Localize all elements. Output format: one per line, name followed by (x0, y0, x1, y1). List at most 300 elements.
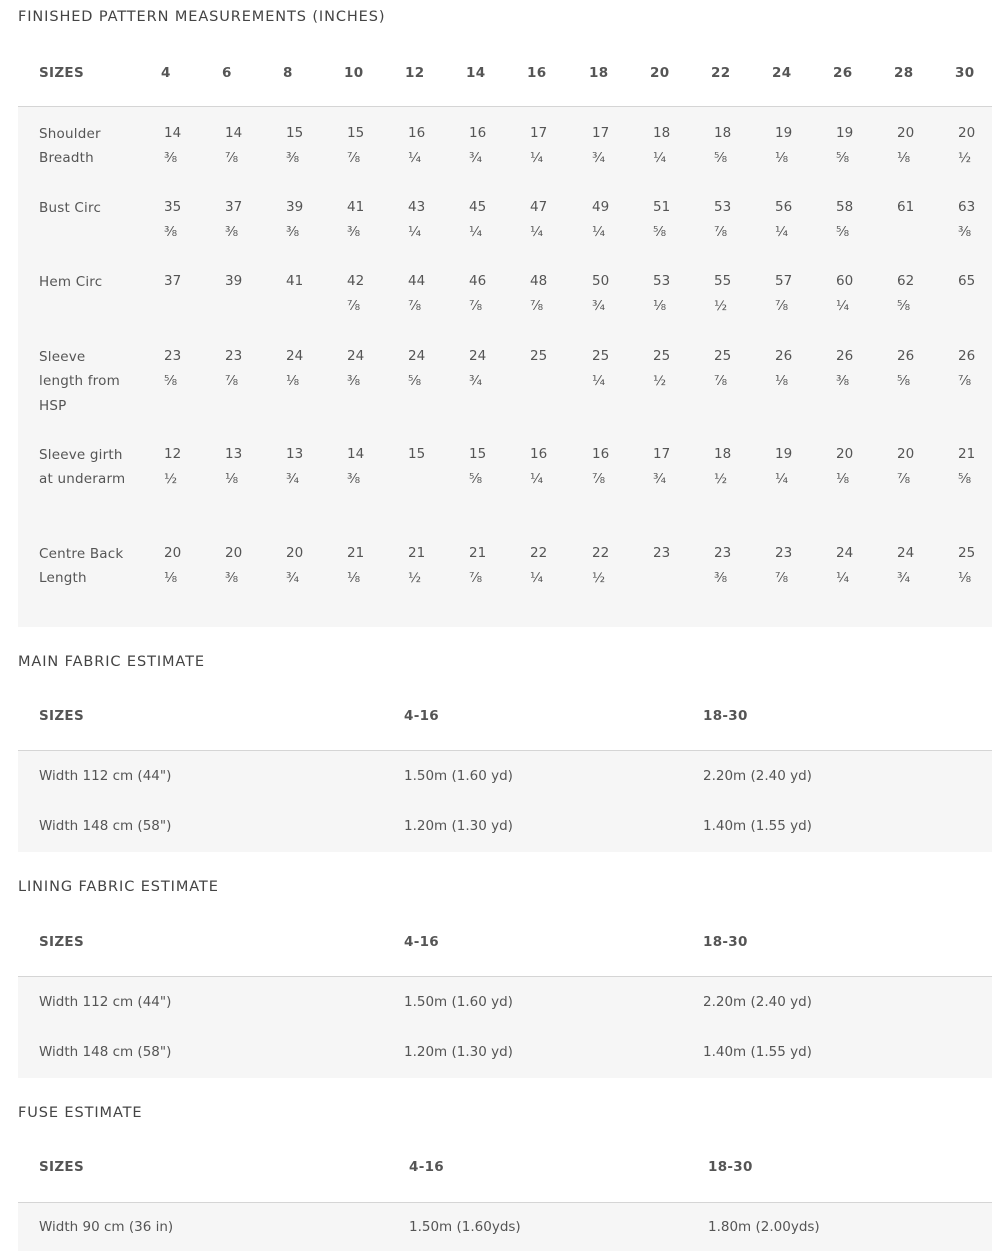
measurement-whole: 20 (897, 446, 915, 462)
measurement-cell (164, 541, 181, 591)
measurement-fraction: ⅜ (225, 570, 239, 586)
measurement-cell (530, 541, 547, 591)
size-header-10: 10 (344, 65, 364, 81)
measurement-cell (958, 541, 975, 591)
measurement-whole: 47 (530, 199, 548, 215)
measurement-fraction: ⅛ (653, 298, 667, 314)
measurement-fraction: ⅜ (347, 224, 361, 240)
fabric-width-label: Width 112 cm (44") (39, 768, 172, 784)
measurement-cell (408, 541, 425, 591)
measurement-whole: 26 (897, 348, 915, 364)
measurement-cell (347, 344, 364, 394)
measurement-whole: 24 (286, 348, 304, 364)
measurement-whole: 55 (714, 273, 732, 289)
measurement-whole: 25 (958, 545, 976, 561)
fabric-width-label: Width 148 cm (58") (39, 1044, 172, 1060)
fabric-width-label: Width 112 cm (44") (39, 994, 172, 1010)
measurement-cell (775, 195, 792, 245)
measurement-fraction: ¼ (408, 224, 422, 240)
measurements-table-body (18, 107, 992, 627)
measurement-whole: 44 (408, 273, 426, 289)
fuse-range-large-header: 18-30 (708, 1159, 753, 1175)
fuse-title: FUSE ESTIMATE (18, 1105, 143, 1121)
measurement-whole: 14 (164, 125, 182, 141)
measurement-fraction: ¾ (592, 150, 606, 166)
measurement-cell (408, 121, 425, 171)
measurement-fraction: ½ (958, 150, 972, 166)
measurement-whole: 25 (714, 348, 732, 364)
measurement-whole: 15 (347, 125, 365, 141)
measurement-whole: 26 (958, 348, 976, 364)
measurement-fraction: ⅝ (714, 150, 728, 166)
measurement-label: Sleeve length from HSP (39, 349, 120, 414)
measurement-whole: 24 (897, 545, 915, 561)
measurement-fraction: ¼ (775, 471, 789, 487)
measurement-whole: 14 (347, 446, 365, 462)
measurement-cell (714, 121, 731, 171)
measurement-fraction: ⅛ (775, 150, 789, 166)
measurement-whole: 19 (836, 125, 854, 141)
measurement-cell (714, 269, 731, 319)
measurement-fraction: ⅝ (469, 471, 483, 487)
measurement-cell (469, 269, 486, 319)
lining-fabric-title: LINING FABRIC ESTIMATE (18, 879, 219, 895)
measurement-fraction: ⅞ (714, 373, 728, 389)
measurement-fraction: ⅞ (775, 298, 789, 314)
fuse-sizes-header: SIZES (39, 1159, 84, 1175)
measurement-cell (347, 269, 364, 319)
fabric-width-label: Width 90 cm (36 in) (39, 1219, 174, 1235)
measurement-fraction: ⅞ (225, 150, 239, 166)
measurement-label: Hem Circ (39, 274, 103, 290)
measurement-fraction: ⅝ (958, 471, 972, 487)
fabric-amount-small: 1.50m (1.60yds) (409, 1219, 521, 1235)
measurement-whole: 51 (653, 199, 671, 215)
measurement-cell (836, 344, 853, 394)
measurement-cell (469, 195, 486, 245)
measurement-fraction: ⅜ (347, 373, 361, 389)
measurement-whole: 16 (469, 125, 487, 141)
measurement-cell (469, 121, 486, 171)
measurement-fraction: ¾ (286, 570, 300, 586)
measurement-whole: 53 (653, 273, 671, 289)
measurement-whole: 24 (469, 348, 487, 364)
measurement-cell (469, 442, 486, 492)
measurement-whole: 26 (836, 348, 854, 364)
measurement-cell (408, 442, 425, 467)
measurement-whole: 60 (836, 273, 854, 289)
measurement-label: Shoulder Breadth (39, 126, 101, 167)
measurement-whole: 17 (530, 125, 548, 141)
measurement-whole: 19 (775, 446, 793, 462)
lining-fabric-table-body (18, 977, 992, 1078)
lining-fabric-range-large-header: 18-30 (703, 934, 748, 950)
measurement-fraction: ¼ (530, 224, 544, 240)
measurement-cell (775, 442, 792, 492)
measurement-cell (653, 442, 670, 492)
fabric-amount-small: 1.50m (1.60 yd) (404, 768, 513, 784)
main-fabric-table-body (18, 751, 992, 852)
measurement-fraction: ⅜ (286, 150, 300, 166)
measurement-fraction: ¾ (469, 150, 483, 166)
measurement-cell (286, 344, 303, 394)
measurement-whole: 21 (347, 545, 365, 561)
measurement-whole: 21 (408, 545, 426, 561)
measurement-fraction: ⅛ (836, 471, 850, 487)
measurement-cell (836, 269, 853, 319)
measurement-cell (469, 344, 486, 394)
measurement-label: Sleeve girth at underarm (39, 447, 126, 488)
measurement-cell (592, 195, 609, 245)
measurement-whole: 23 (775, 545, 793, 561)
measurement-whole: 48 (530, 273, 548, 289)
fabric-amount-large: 1.40m (1.55 yd) (703, 1044, 812, 1060)
main-fabric-header-row (18, 685, 992, 751)
measurement-fraction: ¾ (897, 570, 911, 586)
size-header-14: 14 (466, 65, 486, 81)
measurement-cell (286, 121, 303, 171)
measurement-whole: 14 (225, 125, 243, 141)
measurement-fraction: ⅛ (347, 570, 361, 586)
measurement-fraction: ¼ (530, 150, 544, 166)
measurement-whole: 18 (714, 125, 732, 141)
measurement-fraction: ⅞ (347, 298, 361, 314)
measurement-fraction: ⅛ (958, 570, 972, 586)
measurement-whole: 53 (714, 199, 732, 215)
measurement-cell (530, 195, 547, 245)
measurement-cell (347, 541, 364, 591)
measurement-whole: 22 (530, 545, 548, 561)
fuse-header-row (18, 1136, 992, 1203)
measurement-fraction: ⅝ (836, 224, 850, 240)
measurement-cell (897, 541, 914, 591)
measurement-cell (530, 269, 547, 319)
fabric-amount-small: 1.20m (1.30 yd) (404, 1044, 513, 1060)
measurement-whole: 26 (775, 348, 793, 364)
measurement-cell (225, 269, 242, 294)
main-fabric-sizes-header: SIZES (39, 708, 84, 724)
measurement-cell (897, 442, 914, 492)
fabric-amount-large: 2.20m (2.40 yd) (703, 768, 812, 784)
measurement-cell (408, 195, 425, 245)
size-header-16: 16 (527, 65, 547, 81)
measurement-whole: 12 (164, 446, 182, 462)
measurement-cell (714, 195, 731, 245)
measurement-fraction: ⅝ (897, 373, 911, 389)
measurement-fraction: ⅞ (225, 373, 239, 389)
measurement-whole: 19 (775, 125, 793, 141)
measurement-fraction: ¾ (653, 471, 667, 487)
measurement-whole: 25 (530, 348, 548, 364)
measurement-cell (347, 442, 364, 492)
measurement-cell (164, 195, 181, 245)
measurement-fraction: ⅜ (225, 224, 239, 240)
main-fabric-range-large-header: 18-30 (703, 708, 748, 724)
measurement-whole: 15 (286, 125, 304, 141)
measurement-whole: 15 (469, 446, 487, 462)
measurement-fraction: ¼ (408, 150, 422, 166)
measurement-whole: 62 (897, 273, 915, 289)
measurement-cell (653, 541, 670, 566)
size-header-26: 26 (833, 65, 853, 81)
measurement-whole: 20 (225, 545, 243, 561)
measurement-whole: 21 (958, 446, 976, 462)
measurement-cell (836, 121, 853, 171)
measurement-whole: 20 (897, 125, 915, 141)
measurement-whole: 13 (225, 446, 243, 462)
measurement-whole: 21 (469, 545, 487, 561)
measurement-fraction: ½ (164, 471, 178, 487)
measurement-cell (958, 344, 975, 394)
measurement-whole: 37 (164, 273, 182, 289)
measurement-fraction: ⅜ (164, 224, 178, 240)
measurement-fraction: ½ (714, 298, 728, 314)
measurement-fraction: ⅜ (836, 373, 850, 389)
measurement-whole: 57 (775, 273, 793, 289)
measurement-cell (958, 442, 975, 492)
measurement-cell (408, 344, 425, 394)
measurement-cell (653, 344, 670, 394)
measurement-cell (530, 121, 547, 171)
measurement-whole: 24 (408, 348, 426, 364)
measurement-fraction: ¼ (836, 570, 850, 586)
sizes-header: SIZES (39, 65, 84, 81)
measurement-fraction: ½ (653, 373, 667, 389)
measurement-cell (836, 442, 853, 492)
measurement-fraction: ½ (714, 471, 728, 487)
measurement-fraction: ⅜ (714, 570, 728, 586)
measurement-whole: 13 (286, 446, 304, 462)
measurement-fraction: ⅞ (530, 298, 544, 314)
measurement-whole: 22 (592, 545, 610, 561)
measurement-cell (469, 541, 486, 591)
measurement-whole: 56 (775, 199, 793, 215)
measurement-fraction: ⅛ (775, 373, 789, 389)
fuse-range-small-header: 4-16 (409, 1159, 444, 1175)
measurement-fraction: ¾ (286, 471, 300, 487)
lining-fabric-header-row (18, 911, 992, 977)
measurement-whole: 16 (408, 125, 426, 141)
measurement-whole: 23 (714, 545, 732, 561)
measurement-cell (225, 121, 242, 171)
fabric-amount-small: 1.50m (1.60 yd) (404, 994, 513, 1010)
measurement-cell (897, 344, 914, 394)
measurement-fraction: ¼ (592, 373, 606, 389)
measurement-whole: 42 (347, 273, 365, 289)
measurement-cell (225, 195, 242, 245)
measurement-fraction: ⅞ (408, 298, 422, 314)
measurement-whole: 15 (408, 446, 426, 462)
measurement-cell (836, 541, 853, 591)
measurement-whole: 25 (653, 348, 671, 364)
measurement-fraction: ⅞ (469, 570, 483, 586)
measurement-fraction: ⅜ (347, 471, 361, 487)
measurement-fraction: ⅛ (164, 570, 178, 586)
measurement-cell (897, 121, 914, 171)
measurement-cell (775, 344, 792, 394)
measurement-fraction: ⅝ (408, 373, 422, 389)
measurement-whole: 63 (958, 199, 976, 215)
measurement-fraction: ¼ (775, 224, 789, 240)
measurement-fraction: ⅝ (897, 298, 911, 314)
size-header-4: 4 (161, 65, 171, 81)
measurements-title: FINISHED PATTERN MEASUREMENTS (INCHES) (18, 9, 386, 25)
fabric-width-label: Width 148 cm (58") (39, 818, 172, 834)
measurement-whole: 23 (225, 348, 243, 364)
measurement-fraction: ½ (592, 570, 606, 586)
fabric-amount-small: 1.20m (1.30 yd) (404, 818, 513, 834)
measurement-whole: 50 (592, 273, 610, 289)
measurement-cell (714, 344, 731, 394)
measurement-cell (653, 195, 670, 245)
measurements-header-row (18, 40, 992, 107)
measurement-fraction: ⅝ (653, 224, 667, 240)
measurement-fraction: ⅞ (714, 224, 728, 240)
measurement-cell (836, 195, 853, 245)
measurement-cell (592, 442, 609, 492)
measurement-cell (225, 344, 242, 394)
measurement-whole: 18 (653, 125, 671, 141)
measurement-fraction: ⅝ (836, 150, 850, 166)
measurement-cell (592, 541, 609, 591)
measurement-whole: 20 (958, 125, 976, 141)
size-header-30: 30 (955, 65, 975, 81)
measurement-whole: 49 (592, 199, 610, 215)
measurement-whole: 35 (164, 199, 182, 215)
fabric-amount-large: 2.20m (2.40 yd) (703, 994, 812, 1010)
fabric-amount-large: 1.80m (2.00yds) (708, 1219, 820, 1235)
measurement-whole: 16 (592, 446, 610, 462)
measurement-whole: 17 (592, 125, 610, 141)
measurement-fraction: ⅜ (164, 150, 178, 166)
measurement-whole: 23 (653, 545, 671, 561)
measurement-fraction: ¼ (530, 570, 544, 586)
measurement-cell (897, 195, 914, 220)
measurement-cell (286, 269, 303, 294)
measurement-cell (286, 541, 303, 591)
measurement-whole: 20 (286, 545, 304, 561)
measurement-cell (775, 541, 792, 591)
measurement-fraction: ¾ (592, 298, 606, 314)
measurement-fraction: ¼ (836, 298, 850, 314)
measurement-cell (164, 344, 181, 394)
size-header-20: 20 (650, 65, 670, 81)
measurement-whole: 23 (164, 348, 182, 364)
measurement-fraction: ⅞ (347, 150, 361, 166)
main-fabric-range-small-header: 4-16 (404, 708, 439, 724)
measurement-fraction: ⅝ (164, 373, 178, 389)
measurement-fraction: ⅞ (592, 471, 606, 487)
size-header-28: 28 (894, 65, 914, 81)
measurement-cell (408, 269, 425, 319)
measurement-fraction: ⅞ (775, 570, 789, 586)
measurement-whole: 45 (469, 199, 487, 215)
measurement-whole: 41 (347, 199, 365, 215)
measurement-cell (530, 442, 547, 492)
measurement-cell (714, 541, 731, 591)
measurement-cell (958, 269, 975, 294)
measurement-cell (164, 269, 181, 294)
measurement-fraction: ⅜ (958, 224, 972, 240)
measurement-cell (958, 195, 975, 245)
measurement-label: Centre Back Length (39, 546, 124, 587)
measurement-fraction: ⅞ (469, 298, 483, 314)
measurement-cell (775, 269, 792, 319)
measurement-whole: 18 (714, 446, 732, 462)
lining-fabric-range-small-header: 4-16 (404, 934, 439, 950)
measurement-fraction: ⅛ (897, 150, 911, 166)
size-header-6: 6 (222, 65, 232, 81)
measurement-whole: 37 (225, 199, 243, 215)
measurement-whole: 58 (836, 199, 854, 215)
size-header-8: 8 (283, 65, 293, 81)
measurement-whole: 20 (836, 446, 854, 462)
measurement-whole: 24 (347, 348, 365, 364)
measurement-fraction: ¼ (469, 224, 483, 240)
measurement-fraction: ¼ (530, 471, 544, 487)
measurement-cell (347, 195, 364, 245)
main-fabric-title: MAIN FABRIC ESTIMATE (18, 654, 205, 670)
size-header-12: 12 (405, 65, 425, 81)
measurement-whole: 65 (958, 273, 976, 289)
measurement-cell (958, 121, 975, 171)
lining-fabric-sizes-header: SIZES (39, 934, 84, 950)
measurement-cell (530, 344, 547, 369)
measurement-whole: 25 (592, 348, 610, 364)
measurement-whole: 24 (836, 545, 854, 561)
fabric-amount-large: 1.40m (1.55 yd) (703, 818, 812, 834)
measurement-fraction: ⅜ (286, 224, 300, 240)
measurement-cell (286, 442, 303, 492)
measurement-fraction: ⅞ (897, 471, 911, 487)
measurement-cell (347, 121, 364, 171)
measurement-whole: 17 (653, 446, 671, 462)
measurement-fraction: ⅛ (225, 471, 239, 487)
measurement-cell (286, 195, 303, 245)
measurement-fraction: ¼ (592, 224, 606, 240)
measurement-cell (592, 344, 609, 394)
measurement-cell (897, 269, 914, 319)
measurement-whole: 39 (225, 273, 243, 289)
measurement-fraction: ¼ (653, 150, 667, 166)
measurement-cell (714, 442, 731, 492)
measurement-cell (592, 269, 609, 319)
size-header-24: 24 (772, 65, 792, 81)
measurement-cell (775, 121, 792, 171)
fuse-table-body (18, 1203, 992, 1251)
measurement-label: Bust Circ (39, 200, 102, 216)
measurement-fraction: ¾ (469, 373, 483, 389)
measurement-cell (225, 541, 242, 591)
measurement-whole: 20 (164, 545, 182, 561)
size-header-18: 18 (589, 65, 609, 81)
measurement-whole: 46 (469, 273, 487, 289)
measurement-whole: 61 (897, 199, 915, 215)
measurement-cell (592, 121, 609, 171)
measurement-whole: 41 (286, 273, 304, 289)
measurement-whole: 39 (286, 199, 304, 215)
size-header-22: 22 (711, 65, 731, 81)
measurement-fraction: ½ (408, 570, 422, 586)
measurement-fraction: ⅛ (286, 373, 300, 389)
measurement-cell (653, 269, 670, 319)
measurement-cell (164, 442, 181, 492)
measurement-cell (653, 121, 670, 171)
measurement-whole: 43 (408, 199, 426, 215)
measurement-cell (225, 442, 242, 492)
measurement-whole: 16 (530, 446, 548, 462)
measurement-cell (164, 121, 181, 171)
